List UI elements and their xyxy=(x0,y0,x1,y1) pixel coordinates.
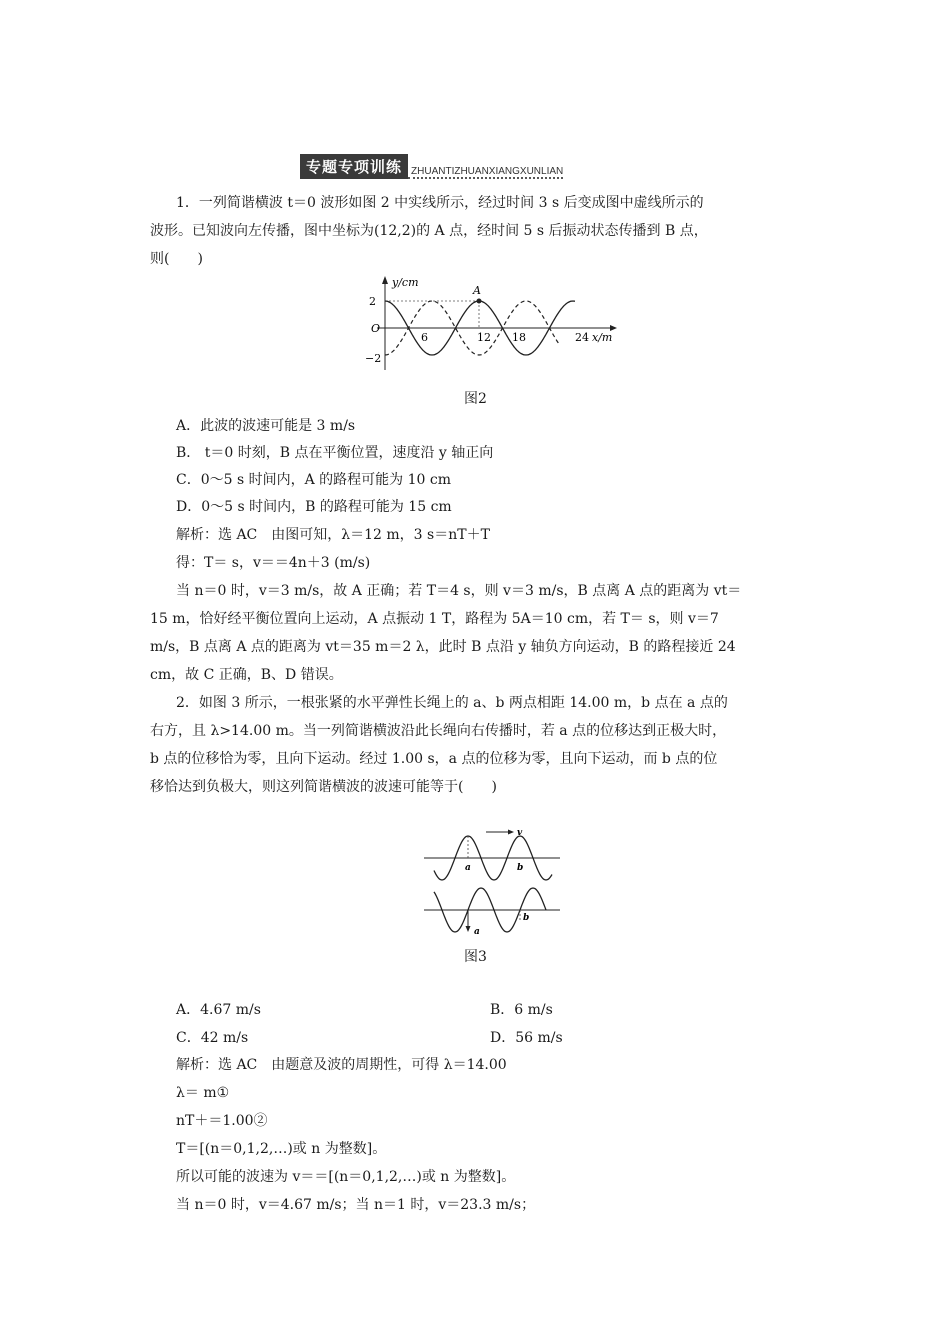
velocity-label: v xyxy=(517,828,523,838)
figure-2-caption: 图2 xyxy=(464,391,487,407)
x-tick-label: 12 xyxy=(477,331,491,344)
q1-option-d: D．0～5 s 时间内，B 的路程可能为 15 cm xyxy=(176,499,452,515)
q1-option-a: A．此波的波速可能是 3 m/s xyxy=(176,418,356,434)
y-tick-label: −2 xyxy=(365,352,382,365)
q1-analysis-line: 得：T＝ s，v＝＝4n＋3 (m/s) xyxy=(176,555,371,571)
point-a-label: a xyxy=(474,927,480,937)
q2-option-d: D．56 m/s xyxy=(490,1030,563,1046)
x-tick-label: 18 xyxy=(512,331,526,344)
q2-option-b: B．6 m/s xyxy=(490,1002,553,1018)
point-a-marker xyxy=(477,299,482,304)
origin-label: O xyxy=(371,322,381,335)
q2-analysis-line: 所以可能的波速为 v＝＝[(n＝0,1,2,…)或 n 为整数]。 xyxy=(176,1169,516,1185)
q1-analysis-line: cm，故 C 正确，B、D 错误。 xyxy=(150,667,343,683)
q1-stem-line: 波形。已知波向左传播，图中坐标为(12,2)的 A 点，经时间 5 s 后振动状态传播到 B 点， xyxy=(150,223,708,239)
q2-analysis-line: T＝[(n＝0,1,2,…)或 n 为整数]。 xyxy=(176,1141,387,1157)
q2-stem-line: b 点的位移恰为零，且向下运动。经过 1.00 s，a 点的位移为零，且向下运动，而 b 点的位 xyxy=(150,751,718,767)
q1-analysis-line: 15 m，恰好经平衡位置向上运动，A 点振动 1 T，路程为 5A＝10 cm，若 T＝ s，则 v＝7 xyxy=(150,611,719,627)
point-a-label: A xyxy=(473,284,481,297)
figure-3-caption: 图3 xyxy=(464,949,487,965)
q2-stem-line: 移恰达到负极大，则这列简谐横波的波速可能等于( ) xyxy=(150,779,497,795)
q2-analysis-line: 当 n＝0 时，v＝4.67 m/s；当 n＝1 时，v＝23.3 m/s； xyxy=(176,1197,536,1213)
q1-stem-line: 则( ) xyxy=(150,251,203,267)
q1-option-c: C．0～5 s 时间内，A 的路程可能为 10 cm xyxy=(176,472,452,488)
q2-analysis-line: λ＝ m① xyxy=(176,1085,230,1101)
figure-3-rope-waves xyxy=(420,822,565,940)
y-tick-label: 2 xyxy=(369,295,376,308)
banner-subtitle: ZHUANTIZHUANXIANGXUNLIAN xyxy=(408,166,563,179)
q1-analysis-line: m/s，B 点离 A 点的距离为 vt＝35 m＝2 λ，此时 B 点沿 y 轴负方向运动，B 的路程接近 24 xyxy=(150,639,736,655)
q2-option-c: C．42 m/s xyxy=(176,1030,249,1046)
banner-title: 专题专项训练 xyxy=(300,154,408,179)
q1-analysis-line: 当 n＝0 时，v＝3 m/s，故 A 正确；若 T＝4 s，则 v＝3 m/s，B 点离 A 点的距离为 vt＝ xyxy=(176,583,742,599)
x-tick-label: 24 xyxy=(575,331,589,344)
x-tick-label: 6 xyxy=(421,331,428,344)
q2-stem-line: 2．如图 3 所示，一根张紧的水平弹性长绳上的 a、b 两点相距 14.00 m，b 点在 a 点的 xyxy=(176,695,728,711)
y-axis-label: y/cm xyxy=(392,276,419,289)
q2-stem-line: 右方，且 λ>14.00 m。当一列简谐横波沿此长绳向右传播时，若 a 点的位移达到正极大时， xyxy=(150,723,727,739)
q1-stem-line: 1．一列简谐横波 t＝0 波形如图 2 中实线所示，经过时间 3 s 后变成图中虚线所示的 xyxy=(176,195,704,211)
q1-option-b: B． t＝0 时刻，B 点在平衡位置，速度沿 y 轴正向 xyxy=(176,445,494,461)
q2-analysis-line: 解析：选 AC 由题意及波的周期性，可得 λ＝14.00 xyxy=(176,1057,507,1073)
section-banner xyxy=(300,155,563,179)
point-a-label: a xyxy=(465,863,471,873)
point-b-label: b xyxy=(517,863,524,873)
x-axis-label: x/m xyxy=(592,331,613,344)
q2-option-a: A．4.67 m/s xyxy=(176,1002,261,1018)
q2-analysis-line: nT＋＝1.00② xyxy=(176,1113,268,1129)
q1-analysis-line: 解析：选 AC 由图可知，λ＝12 m，3 s＝nT＋T xyxy=(176,527,490,543)
point-b-label: b xyxy=(523,913,530,923)
figure-2-wave-graph xyxy=(355,270,630,380)
